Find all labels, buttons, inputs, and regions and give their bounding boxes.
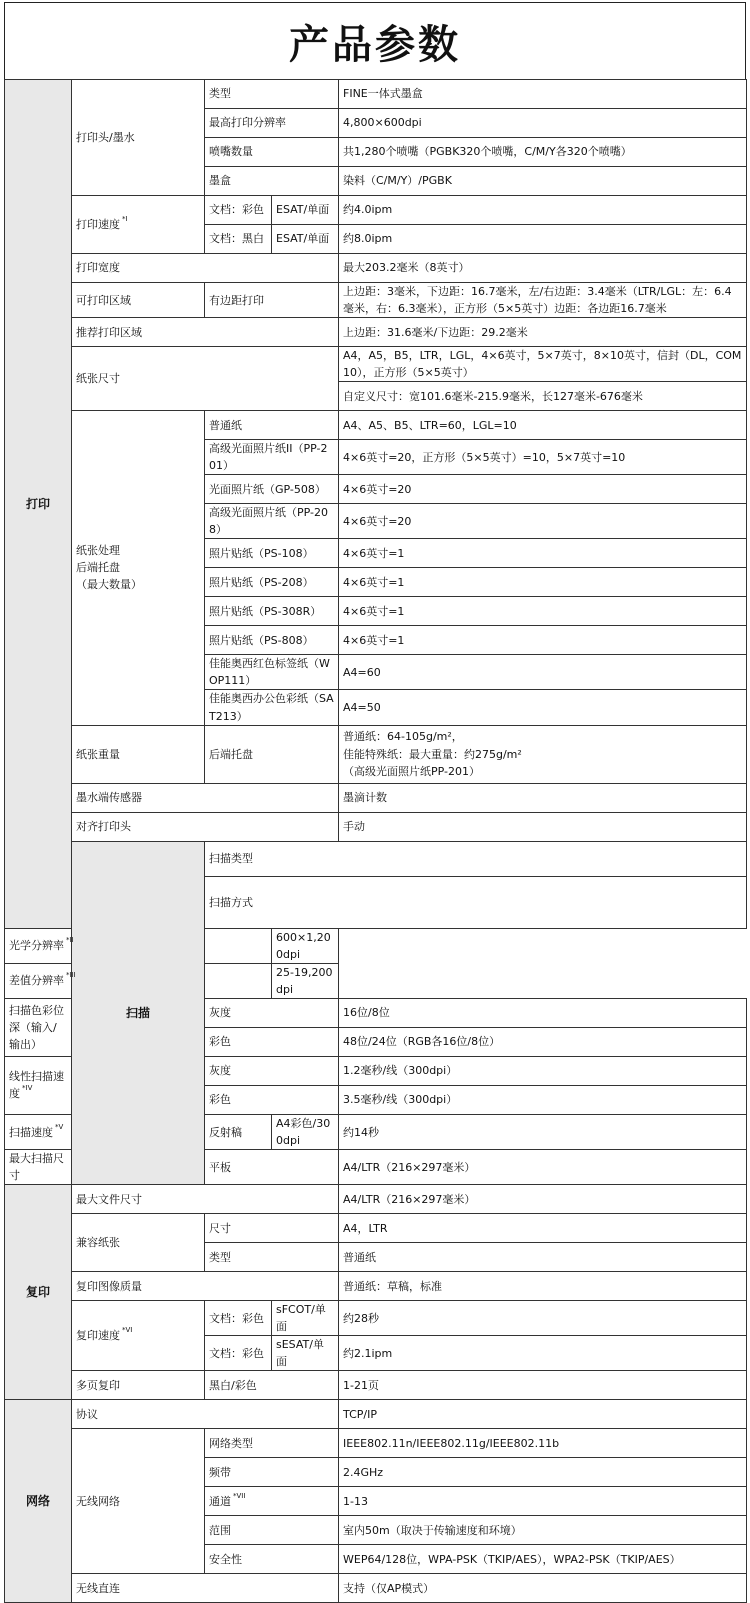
row-key: 灰度 <box>205 1056 339 1085</box>
table-row <box>5 1272 747 1301</box>
row-value: 墨滴计数 <box>339 783 747 812</box>
row-value: FINE一体式墨盒 <box>339 80 747 109</box>
row-key: 网络类型 <box>205 1429 339 1458</box>
row-value: 约28秒 <box>339 1301 747 1336</box>
table-row <box>5 725 747 783</box>
row-label: 扫描速度 <box>9 1125 53 1139</box>
row-label: 兼容纸张 <box>72 1214 205 1272</box>
row-value: 共1,280个喷嘴（PGBK320个喷嘴，C/M/Y各320个喷嘴） <box>339 138 747 167</box>
row-label: 后端托盘 <box>76 561 120 575</box>
row-value: 支持（仅AP模式） <box>339 1574 747 1603</box>
row-value: A4/LTR（216×297毫米） <box>339 1150 747 1185</box>
row-value: 1-21页 <box>339 1371 747 1400</box>
row-key: 佳能奥西办公色彩纸（SAT213） <box>205 690 339 725</box>
row-value: 自定义尺寸：宽101.6毫米-215.9毫米，长127毫米-676毫米 <box>339 382 747 411</box>
row-value: 普通纸 <box>339 1243 747 1272</box>
row-value: 上边距：3毫米，下边距：16.7毫米，左/右边距：3.4毫米（LTR/LGL：左：6.4毫米，右：6.3毫米），正方形（5×5英寸）边距：各边距16.7毫米 <box>339 283 747 318</box>
page-title: 产品参数 <box>289 21 461 68</box>
section-label-network: 网络 <box>5 1400 72 1603</box>
row-value: 16位/8位 <box>339 998 747 1027</box>
row-value: A4，A5，B5，LTR，LGL，4×6英寸，5×7英寸，8×10英寸，信封（DL，COM10），正方形（5×5英寸） <box>339 347 747 382</box>
row-value: 4×6英寸=1 <box>339 539 747 568</box>
row-value: 最大203.2毫米（8英寸） <box>339 254 747 283</box>
row-label: 打印宽度 <box>72 254 339 283</box>
row-key: 频带 <box>205 1458 339 1487</box>
row-key: 彩色 <box>205 1085 339 1114</box>
table-row <box>5 1301 747 1336</box>
footnote-mark: *IV <box>22 1084 33 1093</box>
title-banner <box>4 2 746 80</box>
row-value: A4/LTR（216×297毫米） <box>339 1185 747 1214</box>
row-label: 光学分辨率 <box>9 939 64 953</box>
row-key: 反射稿 <box>205 1114 272 1149</box>
row-label: 纸张重量 <box>72 725 205 783</box>
row-value: 普通纸：草稿，标准 <box>339 1272 747 1301</box>
row-label: 打印速度 <box>76 217 120 231</box>
row-key: 佳能奥西红色标签纸（WOP111） <box>205 655 339 690</box>
row-value: 4×6英寸=20 <box>339 504 747 539</box>
row-label: （最大数量） <box>76 578 142 592</box>
row-subkey: sFCOT/单面 <box>272 1301 339 1336</box>
row-label-with-note <box>72 1301 205 1371</box>
section-label-scan: 扫描 <box>72 841 205 1185</box>
row-key: 普通纸 <box>205 411 339 440</box>
table-row <box>5 411 747 440</box>
table-row <box>5 196 747 225</box>
row-label: 纸张尺寸 <box>72 347 339 411</box>
row-key: 类型 <box>205 80 339 109</box>
row-key: 后端托盘 <box>205 725 339 783</box>
row-subkey: ESAT/单面 <box>272 225 339 254</box>
row-key: 灰度 <box>205 998 339 1027</box>
row-key: 照片贴纸（PS-208） <box>205 568 339 597</box>
row-value: 染料（C/M/Y）/PGBK <box>339 167 747 196</box>
row-key: 墨盒 <box>205 167 339 196</box>
row-label: 推荐打印区域 <box>72 318 339 347</box>
row-subkey: ESAT/单面 <box>272 196 339 225</box>
row-label: 复印图像质量 <box>72 1272 339 1301</box>
table-row <box>5 841 747 876</box>
row-key: 高级光面照片纸（PP-208） <box>205 504 339 539</box>
row-key: 尺寸 <box>205 1214 339 1243</box>
row-value: 25-19,200dpi <box>272 963 339 998</box>
row-key: 黑白/彩色 <box>205 1371 339 1400</box>
row-value: 4,800×600dpi <box>339 109 747 138</box>
row-value: 约2.1ipm <box>339 1336 747 1371</box>
section-label-copy: 复印 <box>5 1185 72 1400</box>
row-value: 3.5毫秒/线（300dpi） <box>339 1085 747 1114</box>
row-key: 喷嘴数量 <box>205 138 339 167</box>
row-key: 通道 <box>209 1494 231 1508</box>
table-row <box>5 1371 747 1400</box>
row-key: 文档：彩色 <box>205 1336 272 1371</box>
row-label: 协议 <box>72 1400 339 1429</box>
row-label-with-note <box>72 196 205 254</box>
row-value: WEP64/128位，WPA-PSK（TKIP/AES），WPA2-PSK（TKIP/AES） <box>339 1545 747 1574</box>
row-value: 4×6英寸=20，正方形（5×5英寸）=10，5×7英寸=10 <box>339 440 747 475</box>
row-key-with-note <box>205 1487 339 1516</box>
section-label-print: 打印 <box>5 80 72 929</box>
row-label-with-note <box>5 1114 72 1149</box>
row-key: 高级光面照片纸II（PP-201） <box>205 440 339 475</box>
row-label: 多页复印 <box>72 1371 205 1400</box>
row-label-with-note <box>5 1056 72 1114</box>
table-row <box>5 283 747 318</box>
row-value: A4、A5、B5、LTR=60，LGL=10 <box>339 411 747 440</box>
row-value: 上边距：31.6毫米/下边距：29.2毫米 <box>339 318 747 347</box>
row-label: 扫描类型 <box>205 841 747 876</box>
row-key: 安全性 <box>205 1545 339 1574</box>
row-value: 1-13 <box>339 1487 747 1516</box>
row-value: 600×1,200dpi <box>272 928 339 963</box>
row-value: 约8.0ipm <box>339 225 747 254</box>
table-row <box>5 80 747 109</box>
row-label: 纸张处理 <box>76 544 120 558</box>
footnote-mark: *III <box>66 971 76 980</box>
row-value: 普通纸：64-105g/m²， <box>343 730 463 744</box>
table-row <box>5 254 747 283</box>
row-value: 4×6英寸=1 <box>339 626 747 655</box>
row-value: 约14秒 <box>339 1114 747 1149</box>
row-value: IEEE802.11n/IEEE802.11g/IEEE802.11b <box>339 1429 747 1458</box>
row-label: 对齐打印头 <box>72 812 339 841</box>
footnote-mark: *VII <box>233 1491 246 1500</box>
row-value: TCP/IP <box>339 1400 747 1429</box>
row-subkey: sESAT/单面 <box>272 1336 339 1371</box>
table-row <box>5 1429 747 1458</box>
row-label: 差值分辨率 <box>9 974 64 988</box>
row-label: 无线网络 <box>72 1429 205 1574</box>
row-key: 照片贴纸（PS-108） <box>205 539 339 568</box>
row-value: 室内50m（取决于传输速度和环境） <box>339 1516 747 1545</box>
table-row <box>5 928 747 963</box>
table-row <box>5 318 747 347</box>
row-key: 文档：彩色 <box>205 196 272 225</box>
row-value: （高级光面照片纸PP-201） <box>343 764 480 778</box>
row-label-with-note <box>5 928 272 963</box>
row-label-with-note <box>5 963 272 998</box>
table-row <box>5 812 747 841</box>
table-row <box>5 1574 747 1603</box>
row-label: 线性扫描速度 <box>9 1070 64 1101</box>
table-row <box>5 963 747 998</box>
row-subkey: A4彩色/300dpi <box>272 1114 339 1149</box>
row-label: 无线直连 <box>72 1574 339 1603</box>
row-label: 扫描方式 <box>205 876 747 928</box>
row-value: A4=50 <box>339 690 747 725</box>
row-value: 4×6英寸=20 <box>339 475 747 504</box>
row-label: 墨水端传感器 <box>72 783 339 812</box>
row-label-group <box>72 411 205 725</box>
row-value: 4×6英寸=1 <box>339 568 747 597</box>
row-key: 光面照片纸（GP-508） <box>205 475 339 504</box>
row-value: 48位/24位（RGB各16位/8位） <box>339 1027 747 1056</box>
spec-table <box>4 79 747 1603</box>
row-value: 手动 <box>339 812 747 841</box>
row-value: 约4.0ipm <box>339 196 747 225</box>
table-row <box>5 1185 747 1214</box>
row-label: 打印头/墨水 <box>72 80 205 196</box>
row-value: A4，LTR <box>339 1214 747 1243</box>
footnote-mark: *VI <box>122 1326 133 1335</box>
row-key: 类型 <box>205 1243 339 1272</box>
footnote-mark: *I <box>122 214 128 223</box>
row-key: 彩色 <box>205 1027 339 1056</box>
row-label: 扫描色彩位深（输入/输出） <box>5 998 72 1056</box>
row-value: 1.2毫秒/线（300dpi） <box>339 1056 747 1085</box>
row-label: 最大扫描尺寸 <box>5 1150 72 1185</box>
row-label: 可打印区域 <box>72 283 205 318</box>
row-key: 文档：彩色 <box>205 1301 272 1336</box>
row-key: 最高打印分辨率 <box>205 109 339 138</box>
table-row <box>5 783 747 812</box>
table-row <box>5 1400 747 1429</box>
row-value-group <box>339 725 747 783</box>
row-key: 照片贴纸（PS-308R） <box>205 597 339 626</box>
row-key: 照片贴纸（PS-808） <box>205 626 339 655</box>
table-row <box>5 1214 747 1243</box>
footnote-mark: *V <box>55 1122 64 1131</box>
row-value: 佳能特殊纸：最大重量：约275g/m² <box>343 747 522 761</box>
row-value: 4×6英寸=1 <box>339 597 747 626</box>
table-row <box>5 347 747 382</box>
row-key: 平板 <box>205 1150 339 1185</box>
row-key: 文档：黑白 <box>205 225 272 254</box>
row-value: A4=60 <box>339 655 747 690</box>
row-label: 复印速度 <box>76 1329 120 1343</box>
row-value: 2.4GHz <box>339 1458 747 1487</box>
row-key: 范围 <box>205 1516 339 1545</box>
row-label: 最大文件尺寸 <box>72 1185 339 1214</box>
footnote-mark: *II <box>66 936 74 945</box>
row-key: 有边距打印 <box>205 283 339 318</box>
